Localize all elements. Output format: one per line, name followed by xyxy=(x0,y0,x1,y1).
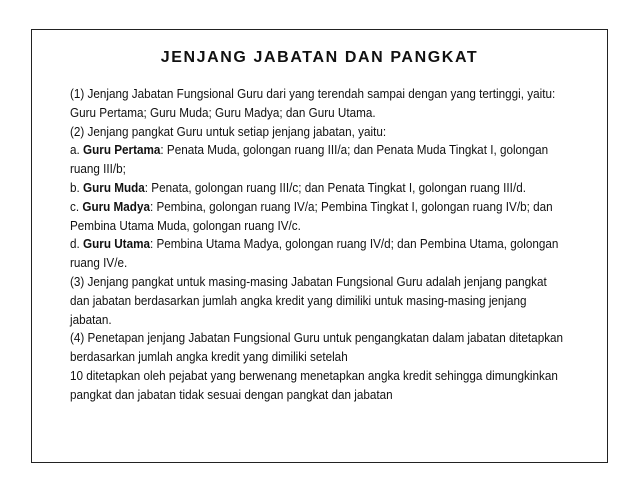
item-d-term: Guru Utama xyxy=(83,236,150,252)
item-b xyxy=(70,179,570,198)
paragraph-3: (3) Jenjang pangkat untuk masing-masing Jabatan Fungsional Guru adalah jenjang pangkat dan jabatan berdasarkan jumlah angka kredit yang dimiliki untuk masing-masing jenjang jabatan. xyxy=(70,273,547,327)
item-c-prefix: c. xyxy=(70,198,83,214)
item-b-term: Guru Muda xyxy=(83,179,145,195)
slide-frame xyxy=(31,29,608,463)
item-a-text: : Penata Muda, golongan ruang III/a; dan Penata Muda Tingkat I, golongan ruang III/b; xyxy=(70,142,549,177)
item-c xyxy=(70,198,570,236)
item-c-text: : Pembina, golongan ruang IV/a; Pembina Tingkat I, golongan ruang IV/b; dan Pembina Utama Muda, golongan ruang IV/c. xyxy=(70,198,553,233)
paragraph-2: (2) Jenjang pangkat Guru untuk setiap jenjang jabatan, yaitu: xyxy=(70,123,387,139)
item-a xyxy=(70,141,570,179)
slide-body xyxy=(70,85,570,405)
paragraph-5: 10 ditetapkan oleh pejabat yang berwenang menetapkan angka kredit sehingga dimungkinkan pangkat dan jabatan tidak sesuai dengan pangkat dan jabatan xyxy=(70,367,558,402)
item-d-text: : Pembina Utama Madya, golongan ruang IV/d; dan Pembina Utama, golongan ruang IV/e. xyxy=(70,236,559,271)
item-d xyxy=(70,235,570,273)
paragraph-1: (1) Jenjang Jabatan Fungsional Guru dari yang terendah sampai dengan yang tertinggi, yaitu: Guru Pertama; Guru Muda; Guru Madya; dan Guru Utama. xyxy=(70,86,556,120)
item-b-text: : Penata, golongan ruang III/c; dan Penata Tingkat I, golongan ruang III/d. xyxy=(144,179,526,195)
item-a-prefix: a. xyxy=(70,142,84,158)
item-d-prefix: d. xyxy=(70,236,84,252)
slide-title: JENJANG JABATAN DAN PANGKAT xyxy=(160,49,479,66)
item-c-term: Guru Madya xyxy=(82,198,150,214)
item-b-prefix: b. xyxy=(70,179,84,195)
paragraph-4: (4) Penetapan jenjang Jabatan Fungsional Guru untuk pengangkatan dalam jabatan ditetapkan berdasarkan jumlah angka kredit yang dimiliki setelah xyxy=(70,330,564,365)
item-a-term: Guru Pertama xyxy=(83,142,161,158)
